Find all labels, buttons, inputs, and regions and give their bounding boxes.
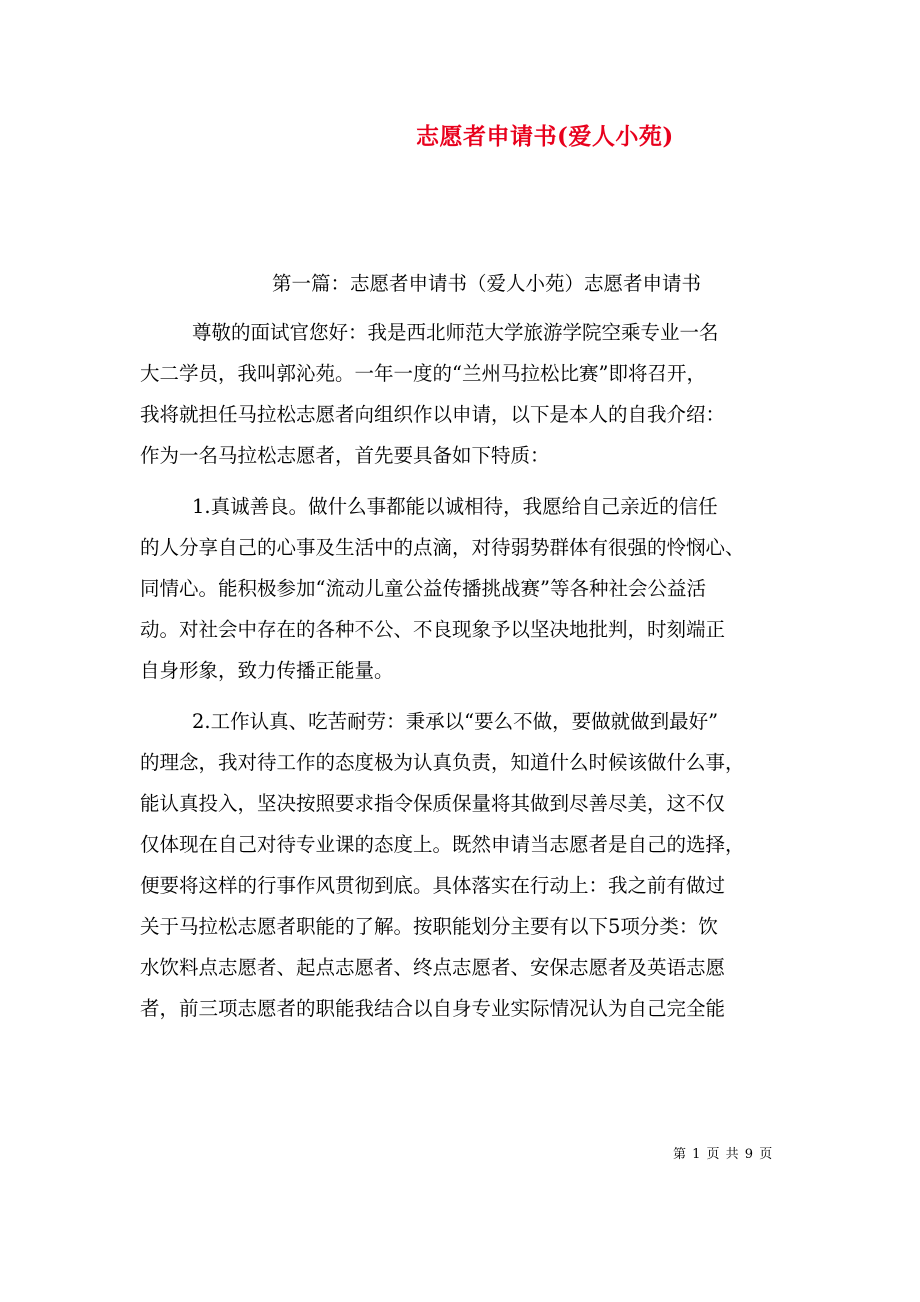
body-line: 作为一名马拉松志愿者，首先要具备如下特质： [140,444,550,467]
body-line: 动。对社会中存在的各种不公、不良现象予以坚决地批判，时刻端正 [140,618,726,641]
body-line: 我将就担任马拉松志愿者向组织作以申请，以下是本人的自我介绍： [140,403,726,426]
body-line: 便要将这样的行事作风贯彻到底。具体落实在行动上：我之前有做过 [140,874,726,897]
body-line: 的理念，我对待工作的态度极为认真负责，知道什么时候该做什么事， [140,751,745,774]
body-line: 仅体现在自己对待专业课的态度上。既然申请当志愿者是自己的选择， [140,833,745,856]
body-line: 1.真诚善良。做什么事都能以诚相待，我愿给自己亲近的信任 [192,495,718,518]
page-number-footer: 第 1 页 共 9 页 [673,1147,774,1162]
body-line: 关于马拉松志愿者职能的了解。按职能划分主要有以下5项分类：饮 [140,915,718,938]
body-line: 同情心。能积极参加“流动儿童公益传播挑战赛”等各种社会公益活 [140,577,706,600]
body-line: 的人分享自己的心事及生活中的点滴，对待弱势群体有很强的怜悯心、 [140,536,745,559]
body-line: 能认真投入，坚决按照要求指令保质保量将其做到尽善尽美，这不仅 [140,792,726,815]
body-line: 尊敬的面试官您好：我是西北师范大学旅游学院空乘专业一名 [192,321,719,344]
article-subtitle: 第一篇：志愿者申请书（爱人小苑）志愿者申请书 [272,272,702,295]
body-line: 自身形象，致力传播正能量。 [140,659,394,682]
body-line: 水饮料点志愿者、起点志愿者、终点志愿者、安保志愿者及英语志愿 [140,956,726,979]
document-title: 志愿者申请书(爱人小苑) [416,123,674,150]
document-body [140,312,788,1029]
body-line: 者，前三项志愿者的职能我结合以自身专业实际情况认为自己完全能 [140,997,726,1020]
body-line: 大二学员，我叫郭沁苑。一年一度的“兰州马拉松比赛”即将召开， [140,362,706,385]
body-line: 2.工作认真、吃苦耐劳：秉承以“要么不做，要做就做到最好” [192,710,719,733]
